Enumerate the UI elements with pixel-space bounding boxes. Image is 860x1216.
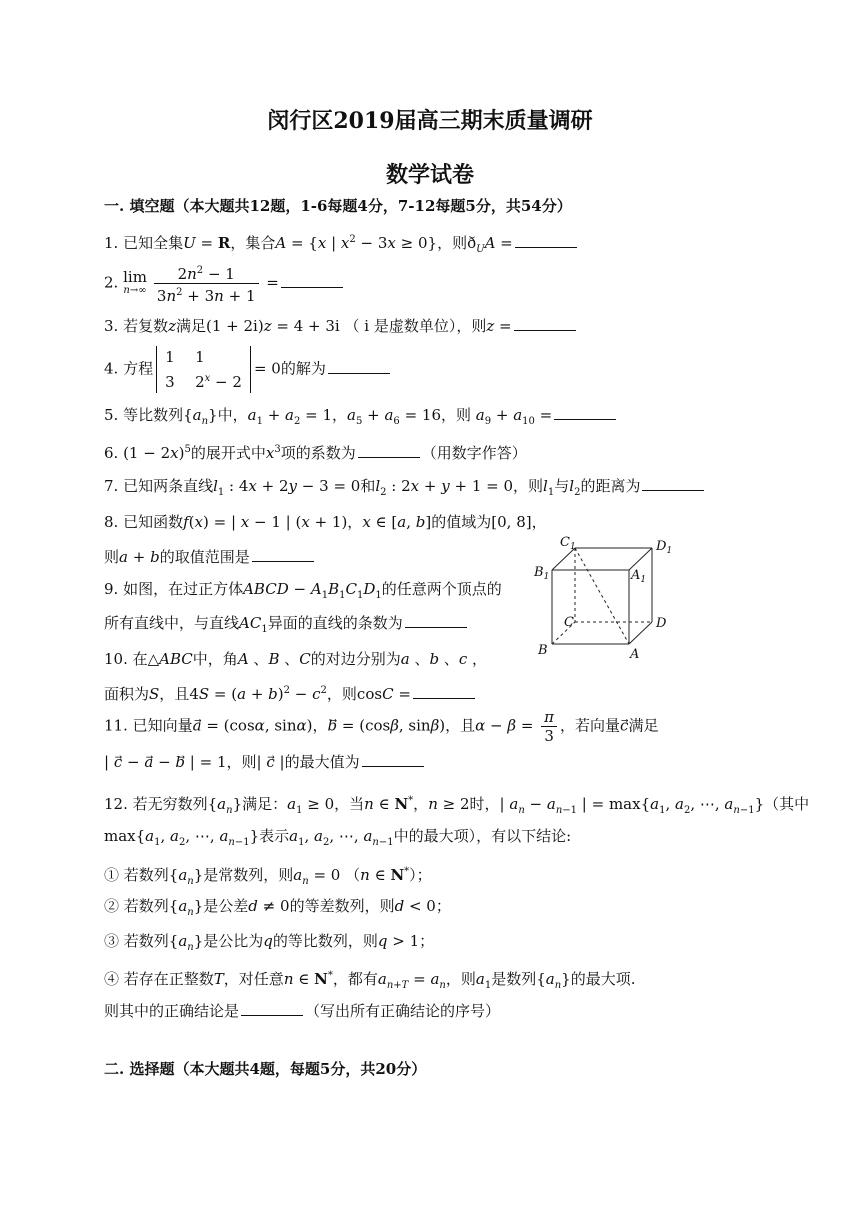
question-11-line-2: | c⃗ − a⃗ − b⃗ | = 1，则| c⃗ |的最大值为: [104, 752, 426, 772]
edge-a1-d1: [629, 548, 652, 570]
conclusion-1: ① 若数列$\{a_n\}$是常数列，则$a_n = 0$ （n ∈ N*）；: [104, 866, 432, 887]
label-d1: $D_1$: [656, 539, 673, 556]
question-9-line-1: 9. 如图，在过正方体ABCD − $A_1B_1C_1D_1$的任意两个顶点的: [104, 580, 502, 601]
answer-blank[interactable]: [642, 476, 704, 491]
exam-subtitle: 数学试卷: [385, 162, 474, 188]
question-9-line-2: 所有直线中，与直线$AC_1$异面的直线的条数为: [104, 613, 469, 640]
question-2: 2. lim n→∞ $\frac{2n^2 - 1}{3n^2 + 3n + 1}$ =: [104, 262, 345, 305]
cube-figure: [530, 534, 690, 664]
label-c: C: [564, 615, 574, 630]
label-d: D: [656, 616, 667, 631]
conclusion-4: ④ 若存在正整数T，对任意n ∈ N*，都有$a_{n+T} = a_n$，则$a_1$是数列$\{a_n\}$的最大项.: [104, 970, 636, 991]
answer-blank[interactable]: [515, 233, 577, 248]
question-6: 6. $(1 - 2x)^5$的展开式中$x^3$项的系数为 （用数字作答）: [104, 444, 527, 462]
question-7: 7. 已知两条直线$l_1$ : 4x + 2y − 3 = 0和$l_2$ : 2x + y + 1 = 0，则$l_1$与$l_2$的距离为: [104, 476, 706, 503]
answer-blank[interactable]: [362, 752, 424, 767]
question-8-line-2: 则a + b的取值范围是: [104, 547, 316, 567]
answer-blank[interactable]: [554, 405, 616, 420]
conclusion-3: ③ 若数列$\{a_n\}$是公比为q的等比数列，则q > 1；: [104, 932, 435, 953]
question-12-line-1: 12. 若无穷数列$\{a_n\}$满足：$a_1 \ge 0$，当n ∈ N*，n ≥ 2时，| $a_n - a_{n-1}$ | = $\max\{a_1$, $a_2$, ⋯, $a_{n-1}$}（其中: [104, 795, 810, 816]
diagonal-ac1: [575, 548, 629, 644]
answer-blank[interactable]: [514, 316, 576, 331]
label-c1: $C_1$: [560, 535, 576, 552]
answer-blank[interactable]: [252, 547, 314, 562]
label-b: B: [538, 643, 548, 658]
answer-blank[interactable]: [413, 684, 475, 699]
question-11-line-1: 11. 已知向量a⃗ = (cosα, sinα)，b⃗ = (cosβ, sinβ)，且α − β = $\frac{\pi}{3}$ ，若向量c满足: [104, 708, 659, 745]
question-12-line-2: $\max\{a_1$, $a_2$, ⋯, $a_{n-1}$}表示$a_1$, $a_2$, ⋯, $a_{n-1}$中的最大项），有以下结论:: [104, 827, 572, 848]
question-5: 5. 等比数列$\{a_n\}$中，$a_1 + a_2 = 1$，$a_5 + a_6 = 16$，则 $a_9 + a_{10}$ =: [104, 405, 618, 432]
answer-blank[interactable]: [328, 359, 390, 374]
question-8-line-1: 8. 已知函数f(x) = | x − 1 | (x + 1)，x ∈ [a, b]的值域为[0, 8]，: [104, 513, 547, 531]
answer-blank[interactable]: [281, 273, 343, 288]
section-1-header: 一. 填空题（本大题共12题，1-6每题4分，7-12每题5分，共54分）: [104, 197, 572, 215]
answer-blank[interactable]: [358, 443, 420, 458]
exam-title: 闵行区2019届高三期末质量调研: [267, 108, 593, 134]
question-4: 4. 方程 1 1 3 $2^x - 2$ = 0的解为: [104, 346, 392, 393]
section-2-header: 二. 选择题（本大题共4题，每题5分，共20分）: [104, 1060, 427, 1078]
conclusion-2: ② 若数列$\{a_n\}$是公差d ≠ 0的等差数列，则d < 0；: [104, 897, 451, 918]
label-b1: $B_1$: [534, 565, 550, 582]
question-10-line-2: 面积为S，且$4S = (a + b)^2 - c^2$，则cosC =: [104, 681, 477, 704]
question-1: 1. 已知全集U = R，集合A = {x | $x^2 - 3x \ge 0$}，则$ð_UA$ =: [104, 230, 579, 260]
answer-blank[interactable]: [405, 613, 467, 628]
answer-blank[interactable]: [241, 1001, 303, 1016]
edge-a-d: [629, 622, 652, 644]
label-a1: $A_1$: [631, 568, 647, 585]
question-3: 3. 若复数z满足(1 + 2i)z = 4 + 3i （ i 是虚数单位），则z =: [104, 316, 578, 336]
question-10-line-1: 10. 在△ABC中，角A 、B 、C的对边分别为a 、b 、c ，: [104, 650, 488, 668]
conclusion-prompt: 则其中的正确结论是 （写出所有正确结论的序号）: [104, 1002, 501, 1020]
label-a: A: [630, 647, 640, 662]
